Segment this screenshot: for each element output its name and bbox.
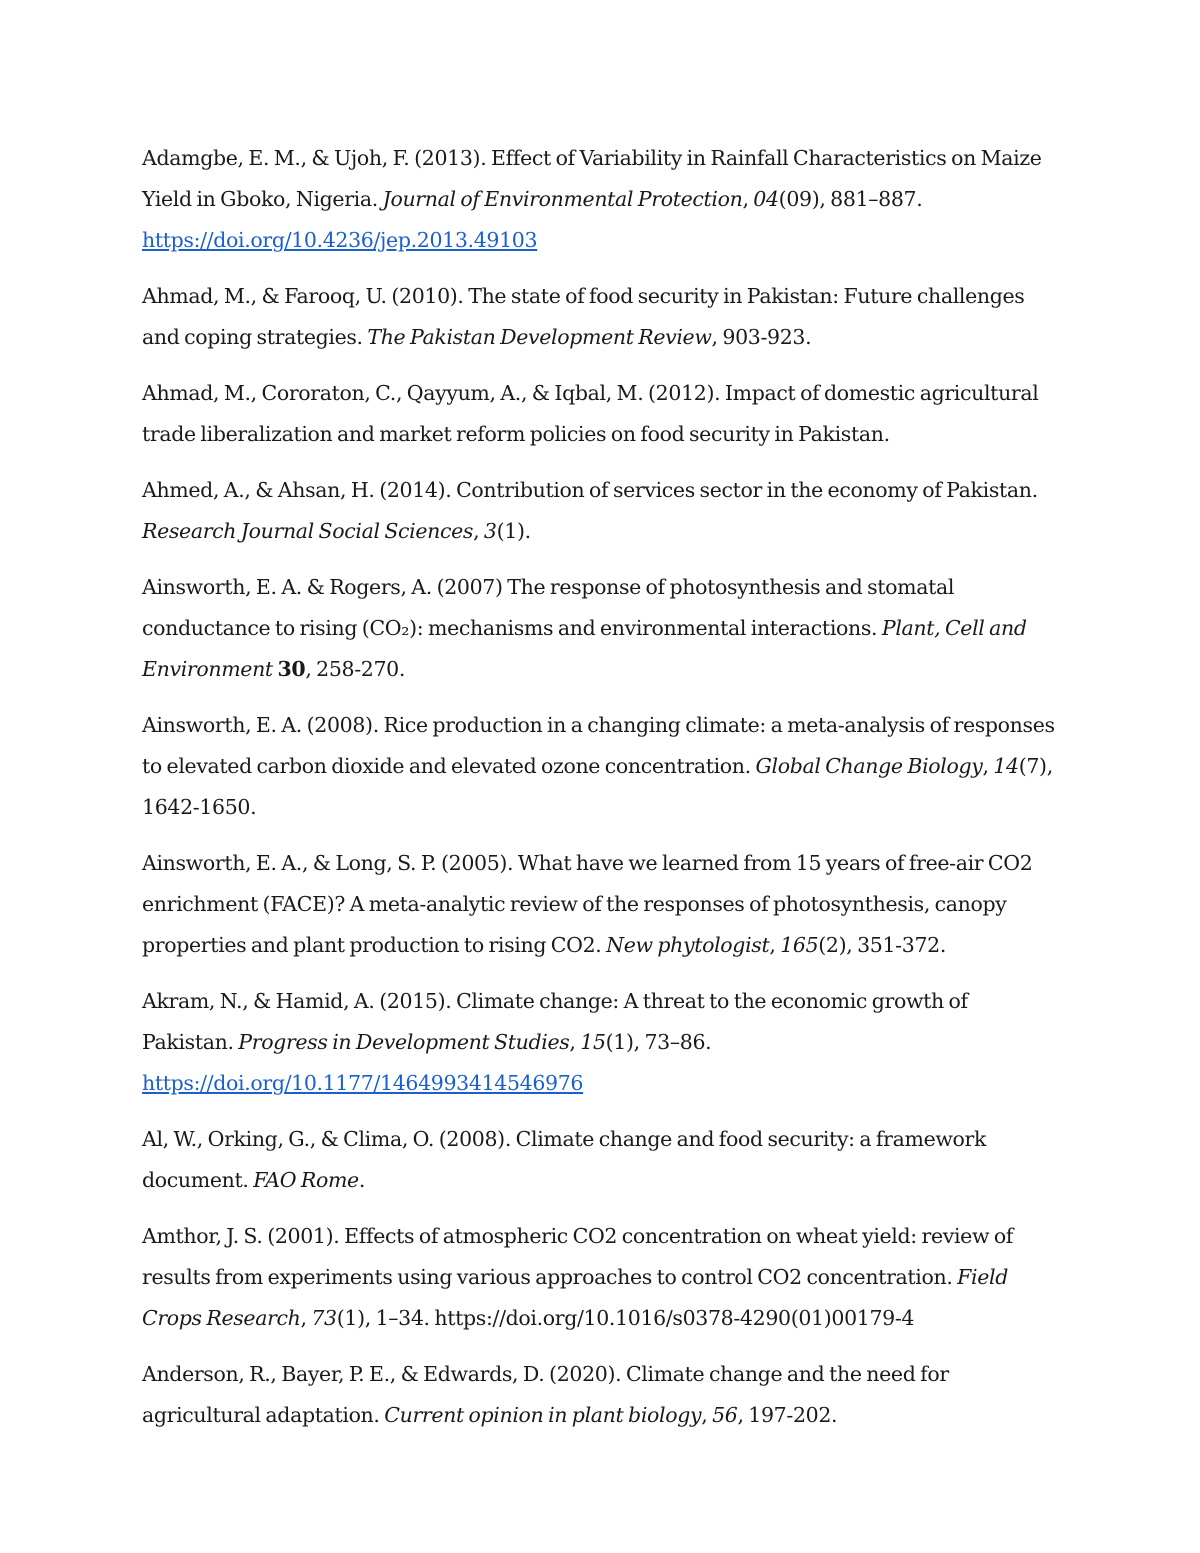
reference-text: Ahmed, A., & Ahsan, H. (2014). Contribution of services sector in the economy of Pakistan.: [142, 478, 1038, 502]
reference-separator: ,: [982, 754, 994, 778]
reference-volume: 30: [277, 657, 306, 681]
reference-text: Ahmad, M., & Farooq, U. (2010). The state of food security in Pakistan: Future challenges and coping strategies.: [142, 284, 1025, 349]
reference-entry: [142, 470, 1060, 552]
reference-pages: (1), 1–34. https://doi.org/10.1016/s0378-4290(01)00179-4: [336, 1306, 915, 1330]
reference-volume: 73: [311, 1306, 337, 1330]
reference-volume: 04: [753, 187, 779, 211]
reference-volume: 3: [483, 519, 497, 543]
reference-separator: ,: [300, 1306, 312, 1330]
reference-entry: [142, 373, 1060, 455]
reference-volume: 14: [993, 754, 1019, 778]
reference-separator: ,: [769, 933, 781, 957]
reference-list: [142, 138, 1060, 1451]
reference-entry: [142, 138, 1060, 261]
reference-journal: Journal of Environmental Protection: [382, 187, 743, 211]
reference-entry: [142, 843, 1060, 966]
reference-pages: (09), 881–887.: [778, 187, 923, 211]
reference-journal: Current opinion in plant biology: [384, 1403, 702, 1427]
reference-separator: ,: [742, 187, 754, 211]
reference-entry: [142, 705, 1060, 828]
reference-volume: 165: [780, 933, 819, 957]
reference-pages: (1).: [496, 519, 531, 543]
reference-volume: 56: [712, 1403, 738, 1427]
reference-entry: [142, 276, 1060, 358]
reference-pages: , 197-202.: [737, 1403, 838, 1427]
reference-text: Ainsworth, E. A., & Long, S. P. (2005). What have we learned from 15 years of free‐air CO2 enrichment (FACE)? A meta‐analytic review of the responses of photosynthesis, canopy properties and plant production to rising CO2.: [142, 851, 1033, 957]
reference-pages: (7), 1642-1650.: [142, 754, 1053, 819]
reference-journal: Plant, Cell and Environment: [142, 616, 1027, 681]
reference-pages: , 258-270.: [305, 657, 406, 681]
reference-journal: Progress in Development Studies: [238, 1030, 570, 1054]
reference-pages: , 903-923.: [711, 325, 812, 349]
reference-separator: ,: [473, 519, 484, 543]
reference-text: Ainsworth, E. A. & Rogers, A. (2007) The response of photosynthesis and stomatal conductance to rising (CO₂): mechanisms and environmental interactions.: [142, 575, 955, 640]
reference-pages: (2), 351-372.: [818, 933, 947, 957]
doi-link[interactable]: https://doi.org/10.1177/1464993414546976: [142, 1071, 584, 1095]
reference-journal: Research Journal Social Sciences: [142, 519, 474, 543]
reference-pages: .: [358, 1168, 365, 1192]
reference-volume: 15: [580, 1030, 606, 1054]
reference-text: Al, W., Orking, G., & Clima, O. (2008). Climate change and food security: a framework document.: [142, 1127, 987, 1192]
reference-journal: Field Crops Research: [142, 1265, 1009, 1330]
reference-entry: [142, 567, 1060, 690]
reference-text: Anderson, R., Bayer, P. E., & Edwards, D. (2020). Climate change and the need for agricultural adaptation.: [142, 1362, 949, 1427]
reference-separator: ,: [569, 1030, 581, 1054]
reference-journal: The Pakistan Development Review: [367, 325, 712, 349]
reference-journal: New phytologist: [606, 933, 770, 957]
reference-entry: [142, 1354, 1060, 1436]
doi-link[interactable]: https://doi.org/10.4236/jep.2013.49103: [142, 228, 538, 252]
reference-text: Amthor, J. S. (2001). Effects of atmospheric CO2 concentration on wheat yield: review of results from experiments using various approaches to control CO2 concentration.: [142, 1224, 1014, 1289]
reference-journal: FAO Rome: [253, 1168, 359, 1192]
reference-separator: ,: [701, 1403, 713, 1427]
reference-text: Adamgbe, E. M., & Ujoh, F. (2013). Effect of Variability in Rainfall Characteristics on Maize Yield in Gboko, Nigeria.: [142, 146, 1042, 211]
reference-entry: [142, 1119, 1060, 1201]
reference-text: Akram, N., & Hamid, A. (2015). Climate change: A threat to the economic growth of Pakistan.: [142, 989, 968, 1054]
reference-journal: Global Change Biology: [755, 754, 983, 778]
reference-text: Ahmad, M., Cororaton, C., Qayyum, A., & Iqbal, M. (2012). Impact of domestic agricultural trade liberalization and market reform policies on food security in Pakistan.: [142, 381, 1039, 446]
reference-entry: [142, 1216, 1060, 1339]
reference-entry: [142, 981, 1060, 1104]
reference-text: Ainsworth, E. A. (2008). Rice production in a changing climate: a meta‐analysis of responses to elevated carbon dioxide and elevated ozone concentration.: [142, 713, 1055, 778]
reference-pages: (1), 73–86.: [605, 1030, 712, 1054]
